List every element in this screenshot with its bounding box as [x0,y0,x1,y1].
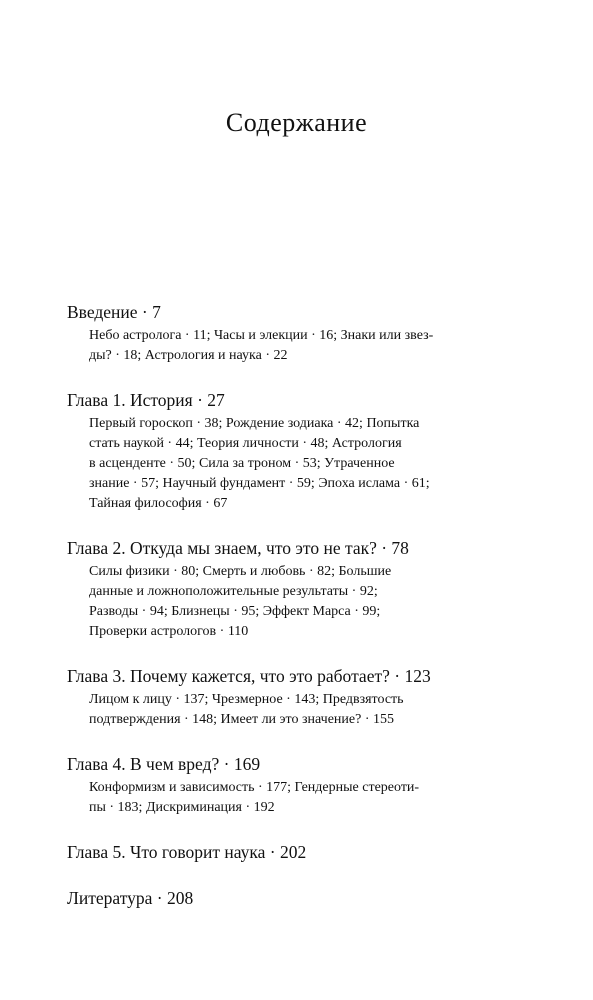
toc-subsection-line: ды? · 18; Астрология и наука · 22 [89,348,288,363]
toc-entry-chapter-5 [67,840,537,864]
toc-subsection-line: Силы физики · 80; Смерть и любовь · 82; Большие [89,564,392,579]
table-of-contents [67,300,537,910]
toc-heading: Введение · 7 [67,302,161,322]
toc-subsections [89,326,537,366]
toc-subsection-line: знание · 57; Научный фундамент · 59; Эпоха ислама · 61; [89,476,430,491]
toc-heading: Глава 2. Откуда мы знаем, что это не так? · 78 [67,538,409,558]
toc-entry-introduction [67,300,537,366]
toc-subsection-line: Конформизм и зависимость · 177; Гендерные стереоти- [89,780,420,795]
toc-subsection-line: стать наукой · 44; Теория личности · 48; Астрология [89,436,402,451]
toc-subsection-line: подтверждения · 148; Имеет ли это значение? · 155 [89,712,394,727]
toc-entry-chapter-2 [67,536,537,642]
page-title: Содержание [225,108,368,137]
toc-heading: Глава 1. История · 27 [67,390,225,410]
toc-heading: Глава 4. В чем вред? · 169 [67,754,261,774]
toc-heading: Литература · 208 [67,888,194,908]
toc-subsection-line: Небо астролога · 11; Часы и элекции · 16; Знаки или звез- [89,328,434,343]
toc-entry-chapter-4 [67,752,537,818]
toc-subsection-line: Первый гороскоп · 38; Рождение зодиака · 42; Попытка [89,416,420,431]
toc-subsection-line: данные и ложноположительные результаты · 92; [89,584,378,599]
toc-subsections [89,562,537,642]
toc-heading: Глава 5. Что говорит наука · 202 [67,842,307,862]
toc-entry-bibliography [67,886,537,910]
toc-subsection-line: Проверки астрологов · 110 [89,624,249,639]
toc-subsection-line: Лицом к лицу · 137; Чрезмерное · 143; Предвзятость [89,692,404,707]
toc-entry-chapter-3 [67,664,537,730]
toc-subsections [89,778,537,818]
toc-heading: Глава 3. Почему кажется, что это работает? · 123 [67,666,431,686]
toc-subsections [89,690,537,730]
toc-subsection-line: пы · 183; Дискриминация · 192 [89,800,275,815]
toc-entry-chapter-1 [67,388,537,514]
toc-subsection-line: Тайная философия · 67 [89,496,228,511]
toc-subsection-line: Разводы · 94; Близнецы · 95; Эффект Марса · 99; [89,604,381,619]
toc-subsection-line: в асценденте · 50; Сила за троном · 53; Утраченное [89,456,395,471]
toc-subsections [89,414,537,514]
